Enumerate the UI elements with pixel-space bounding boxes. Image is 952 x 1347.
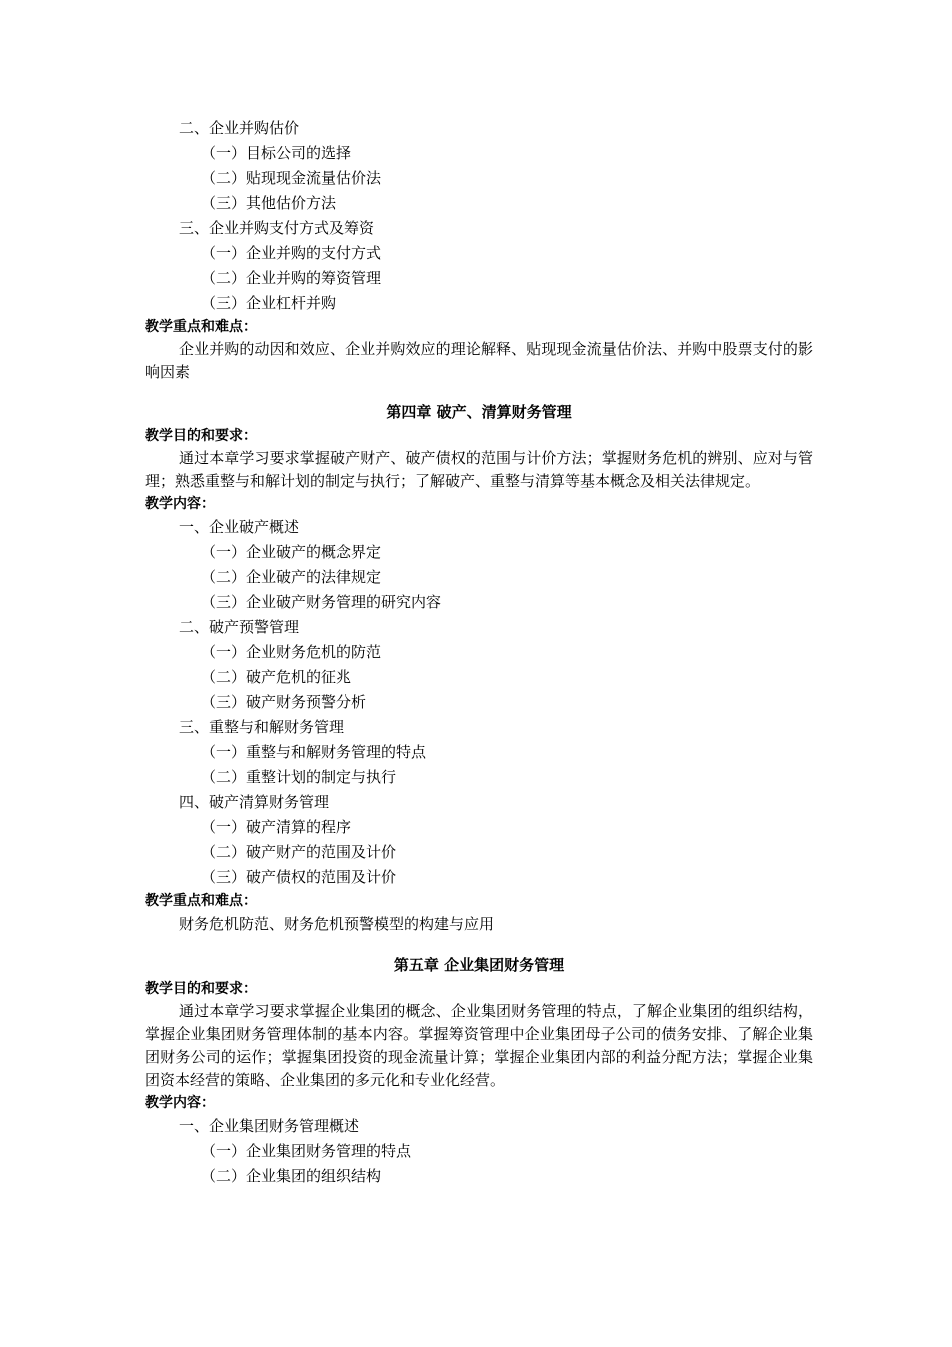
key-points-text: 财务危机防范、财务危机预警模型的构建与应用 [179,915,495,933]
chapter5-outline [145,1114,813,1189]
outline-item: 三、重整与和解财务管理 [179,718,345,736]
outline-item: （一）重整与和解财务管理的特点 [201,743,427,761]
goals-text: 通过本章学习要求掌握企业集团的概念、企业集团财务管理的特点，了解企业集团的组织结构，掌握企业集团财务管理体制的基本内容。掌握筹资管理中企业集团母子公司的债务安排、了解企业集团财务公司的运作；掌握集团投资的现金流量计算；掌握企业集团内部的利益分配方法；掌握企业集团资本经营的策略、企业集团的多元化和专业化经营。 [145,1002,813,1089]
document-body [145,116,813,1189]
outline-item: 三、企业并购支付方式及筹资 [179,219,375,237]
outline-item: 一、企业集团财务管理概述 [179,1117,360,1135]
outline-item: 二、破产预警管理 [179,618,300,636]
outline-item: （二）企业破产的法律规定 [201,568,382,586]
outline-item: （二）破产财产的范围及计价 [201,843,397,861]
content-heading: 教学内容： [145,496,215,512]
outline-item: （二）破产危机的征兆 [201,668,352,686]
goals-heading: 教学目的和要求： [145,981,257,997]
goals-text: 通过本章学习要求掌握破产财产、破产债权的范围与计价方法；掌握财务危机的辨别、应对与管理；熟悉重整与和解计划的制定与执行；了解破产、重整与清算等基本概念及相关法律规定。 [145,449,813,490]
outline-item: 一、企业破产概述 [179,518,300,536]
chapter-title: 第四章 破产、清算财务管理 [386,403,572,421]
chapter-title: 第五章 企业集团财务管理 [393,956,565,974]
key-points-heading: 教学重点和难点： [145,893,257,909]
outline-item: （一）目标公司的选择 [201,144,352,162]
outline-item: （二）企业集团的组织结构 [201,1167,382,1185]
chapter4-outline [145,515,813,890]
outline-item: 二、企业并购估价 [179,119,300,137]
outline-item: （三）企业杠杆并购 [201,294,337,312]
outline-item: （三）其他估价方法 [201,194,337,212]
outline-item: （一）企业并购的支付方式 [201,244,382,262]
outline-item: 四、破产清算财务管理 [179,793,330,811]
outline-item: （三）破产债权的范围及计价 [201,868,397,886]
content-heading: 教学内容： [145,1095,215,1111]
section-a-outline [145,116,813,316]
key-points-text: 企业并购的动因和效应、企业并购效应的理论解释、贴现现金流量估价法、并购中股票支付的影响因素 [145,340,813,381]
outline-item: （一）企业集团财务管理的特点 [201,1142,412,1160]
goals-heading: 教学目的和要求： [145,428,257,444]
outline-item: （一）破产清算的程序 [201,818,352,836]
outline-item: （三）破产财务预警分析 [201,693,367,711]
outline-item: （二）重整计划的制定与执行 [201,768,397,786]
outline-item: （三）企业破产财务管理的研究内容 [201,593,442,611]
outline-item: （二）企业并购的筹资管理 [201,269,382,287]
outline-item: （一）企业财务危机的防范 [201,643,382,661]
outline-item: （二）贴现现金流量估价法 [201,169,382,187]
outline-item: （一）企业破产的概念界定 [201,543,382,561]
key-points-heading: 教学重点和难点： [145,319,257,335]
